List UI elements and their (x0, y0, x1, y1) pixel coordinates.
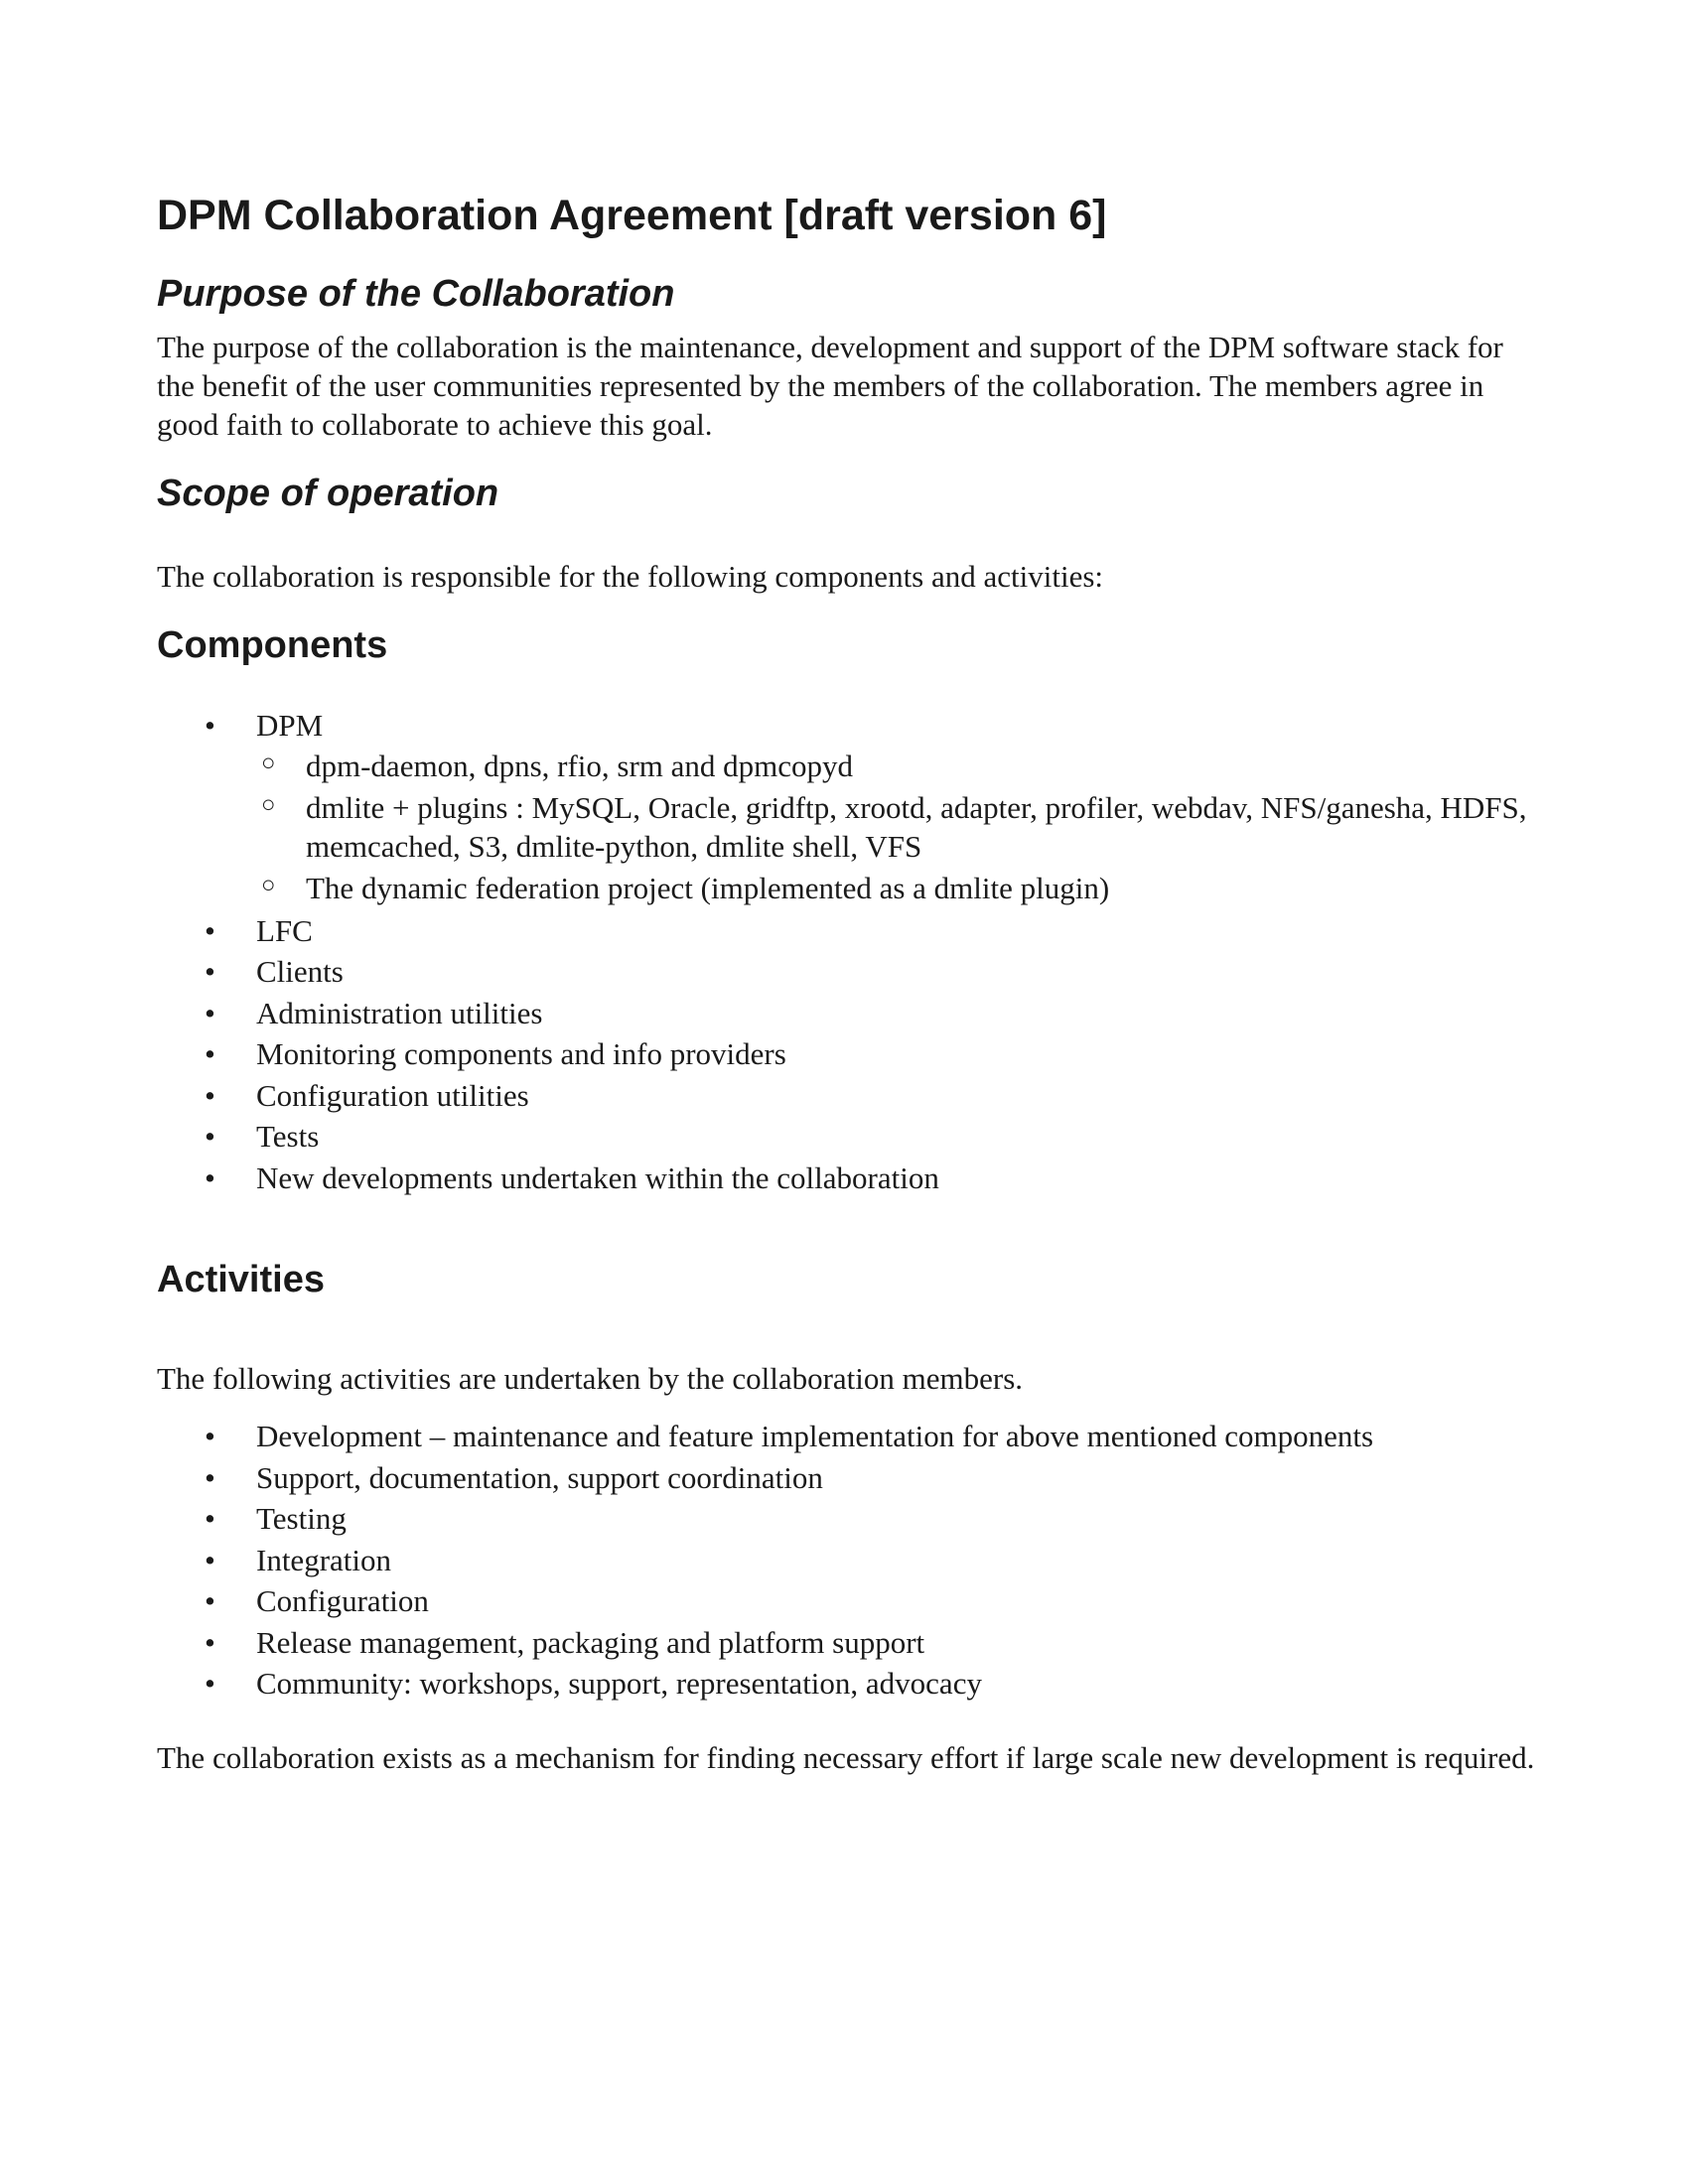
purpose-heading: Purpose of the Collaboration (157, 273, 675, 315)
bullet-icon: • (205, 1666, 215, 1701)
bullet-icon: • (205, 995, 215, 1030)
component-label: Monitoring components and info providers (256, 1036, 786, 1071)
circle-bullet-icon: ○ (261, 872, 276, 898)
activity-label: Configuration (256, 1583, 429, 1618)
list-item (157, 993, 1537, 1034)
dpm-sublist (256, 747, 1537, 907)
list-item (157, 1457, 1537, 1499)
list-item (157, 951, 1537, 993)
sub-list-item (256, 747, 1537, 785)
list-item (157, 1416, 1537, 1457)
list-item (157, 1033, 1537, 1075)
bullet-icon: • (205, 708, 215, 743)
bullet-icon: • (205, 1036, 215, 1071)
component-label: DPM (256, 708, 324, 743)
component-label: LFC (256, 912, 313, 948)
bullet-icon: • (205, 1419, 215, 1453)
subcomponent-label: dmlite + plugins : MySQL, Oracle, gridftp, xrootd, adapter, profiler, webdav, NFS/ganesha, HDFS, memcached, S3, dmlite-python, dmlite shell, VFS (306, 789, 1527, 864)
circle-bullet-icon: ○ (261, 791, 276, 818)
bullet-icon: • (205, 1459, 215, 1495)
activities-intro: The following activities are undertaken by the collaboration members. (157, 1361, 1024, 1396)
bullet-icon: • (205, 1501, 215, 1536)
activity-label: Release management, packaging and platform support (256, 1624, 925, 1660)
bullet-icon: • (205, 1077, 215, 1113)
components-list (157, 705, 1537, 1198)
component-label: Administration utilities (256, 995, 543, 1030)
list-item (157, 1580, 1537, 1622)
activities-list (157, 1416, 1537, 1705)
component-label: Clients (256, 954, 344, 989)
bullet-icon: • (205, 1624, 215, 1660)
component-label: Tests (256, 1119, 320, 1154)
bullet-icon: • (205, 912, 215, 948)
subcomponent-label: dpm-daemon, dpns, rfio, srm and dpmcopyd (306, 748, 854, 783)
list-item (157, 1158, 1537, 1199)
closing-paragraph: The collaboration exists as a mechanism for finding necessary effort if large scale new development is required. (157, 1739, 1535, 1775)
sub-list-item (256, 869, 1537, 907)
circle-bullet-icon: ○ (261, 750, 276, 776)
bullet-icon: • (205, 954, 215, 989)
activity-label: Development – maintenance and feature implementation for above mentioned components (256, 1419, 1374, 1453)
bullet-icon: • (205, 1160, 215, 1195)
bullet-icon: • (205, 1583, 215, 1618)
sub-list-item (256, 788, 1537, 866)
list-item (157, 1622, 1537, 1664)
list-item (157, 910, 1537, 952)
list-item (157, 1540, 1537, 1581)
scope-paragraph: The collaboration is responsible for the following components and activities: (157, 559, 1104, 594)
activity-label: Community: workshops, support, representation, advocacy (256, 1666, 982, 1701)
component-label: New developments undertaken within the collaboration (256, 1160, 939, 1195)
list-item (157, 1663, 1537, 1705)
document-page (157, 189, 1537, 1777)
activities-heading: Activities (157, 1259, 325, 1300)
list-item (157, 1116, 1537, 1158)
components-heading: Components (157, 624, 388, 666)
list-item (157, 1075, 1537, 1117)
list-item (157, 705, 1537, 907)
list-item (157, 1498, 1537, 1540)
purpose-paragraph: The purpose of the collaboration is the maintenance, development and support of the DPM software stack for the benefit of the user communities represented by the members of the collaboration. The members agree in good faith to collaborate to achieve this goal. (157, 330, 1503, 442)
document-title: DPM Collaboration Agreement [draft version 6] (157, 192, 1107, 239)
bullet-icon: • (205, 1119, 215, 1154)
component-label: Configuration utilities (256, 1077, 529, 1113)
activity-label: Support, documentation, support coordination (256, 1459, 823, 1495)
activity-label: Integration (256, 1542, 392, 1577)
scope-heading: Scope of operation (157, 473, 499, 514)
activity-label: Testing (256, 1501, 347, 1536)
subcomponent-label: The dynamic federation project (implemented as a dmlite plugin) (306, 870, 1110, 905)
bullet-icon: • (205, 1542, 215, 1577)
